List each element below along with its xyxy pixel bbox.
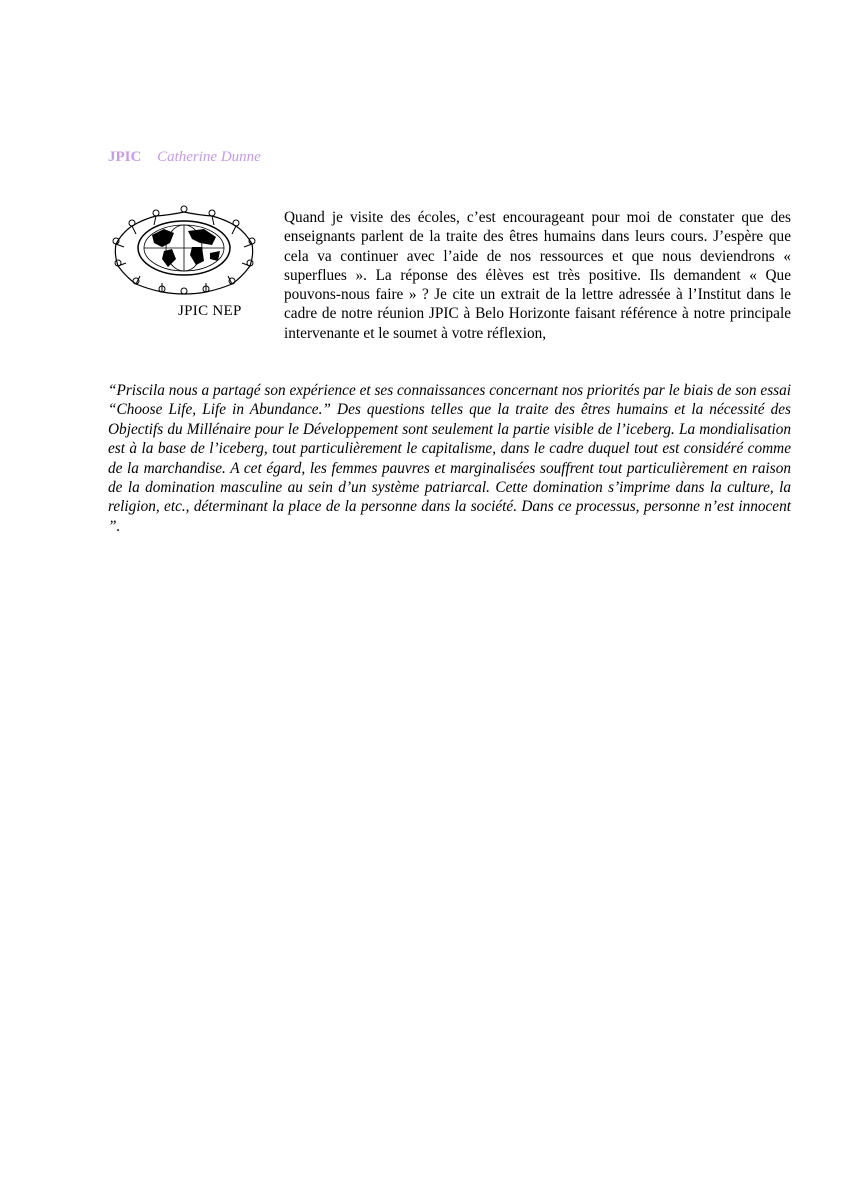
logo-caption: JPIC NEP	[178, 303, 242, 319]
author-name: Catherine Dunne	[157, 149, 261, 165]
section-label: JPIC	[108, 149, 142, 165]
jpic-nep-logo	[104, 203, 264, 323]
quotation-paragraph: “Priscila nous a partagé son expérience et ses connaissances concernant nos priorités par le biais de son essai “Choose Life, Life in Abundance.” Des questions telles que la traite des êtres humains et la nécessité des Objectifs du Millénaire pour le Développement sont seulement la partie visible de l’iceberg. La mondialisation est à la base de l’iceberg, tout particulièrement le capitalisme, dans le cadre duquel tout est considéré comme de la marchandise. A cet égard, les femmes pauvres et marginalisées souffrent tout particulièrement en raison de la domination masculine au sein d’un système patriarcal. Cette domination s’imprime dans la culture, la religion, etc., déterminant la place de la personne dans la société. Dans ce processus, personne n’est innocent ”.	[108, 382, 791, 535]
intro-paragraph: Quand je visite des écoles, c’est encourageant pour moi de constater que des enseignants parlent de la traite des êtres humains dans leurs cours. J’espère que cela va continuer avec l’aide de nos ressources et que nous deviendrons « superflues ». La réponse des élèves est très positive. Ils demandent « Que pouvons-nous faire » ? Je cite un extrait de la lettre adressée à l’Institut dans le cadre de notre réunion JPIC à Belo Horizonte faisant référence à notre principale intervenante et le soumet à votre réflexion,	[284, 209, 791, 342]
globe-with-circle-of-people-icon	[104, 203, 264, 298]
article-header	[108, 149, 261, 166]
